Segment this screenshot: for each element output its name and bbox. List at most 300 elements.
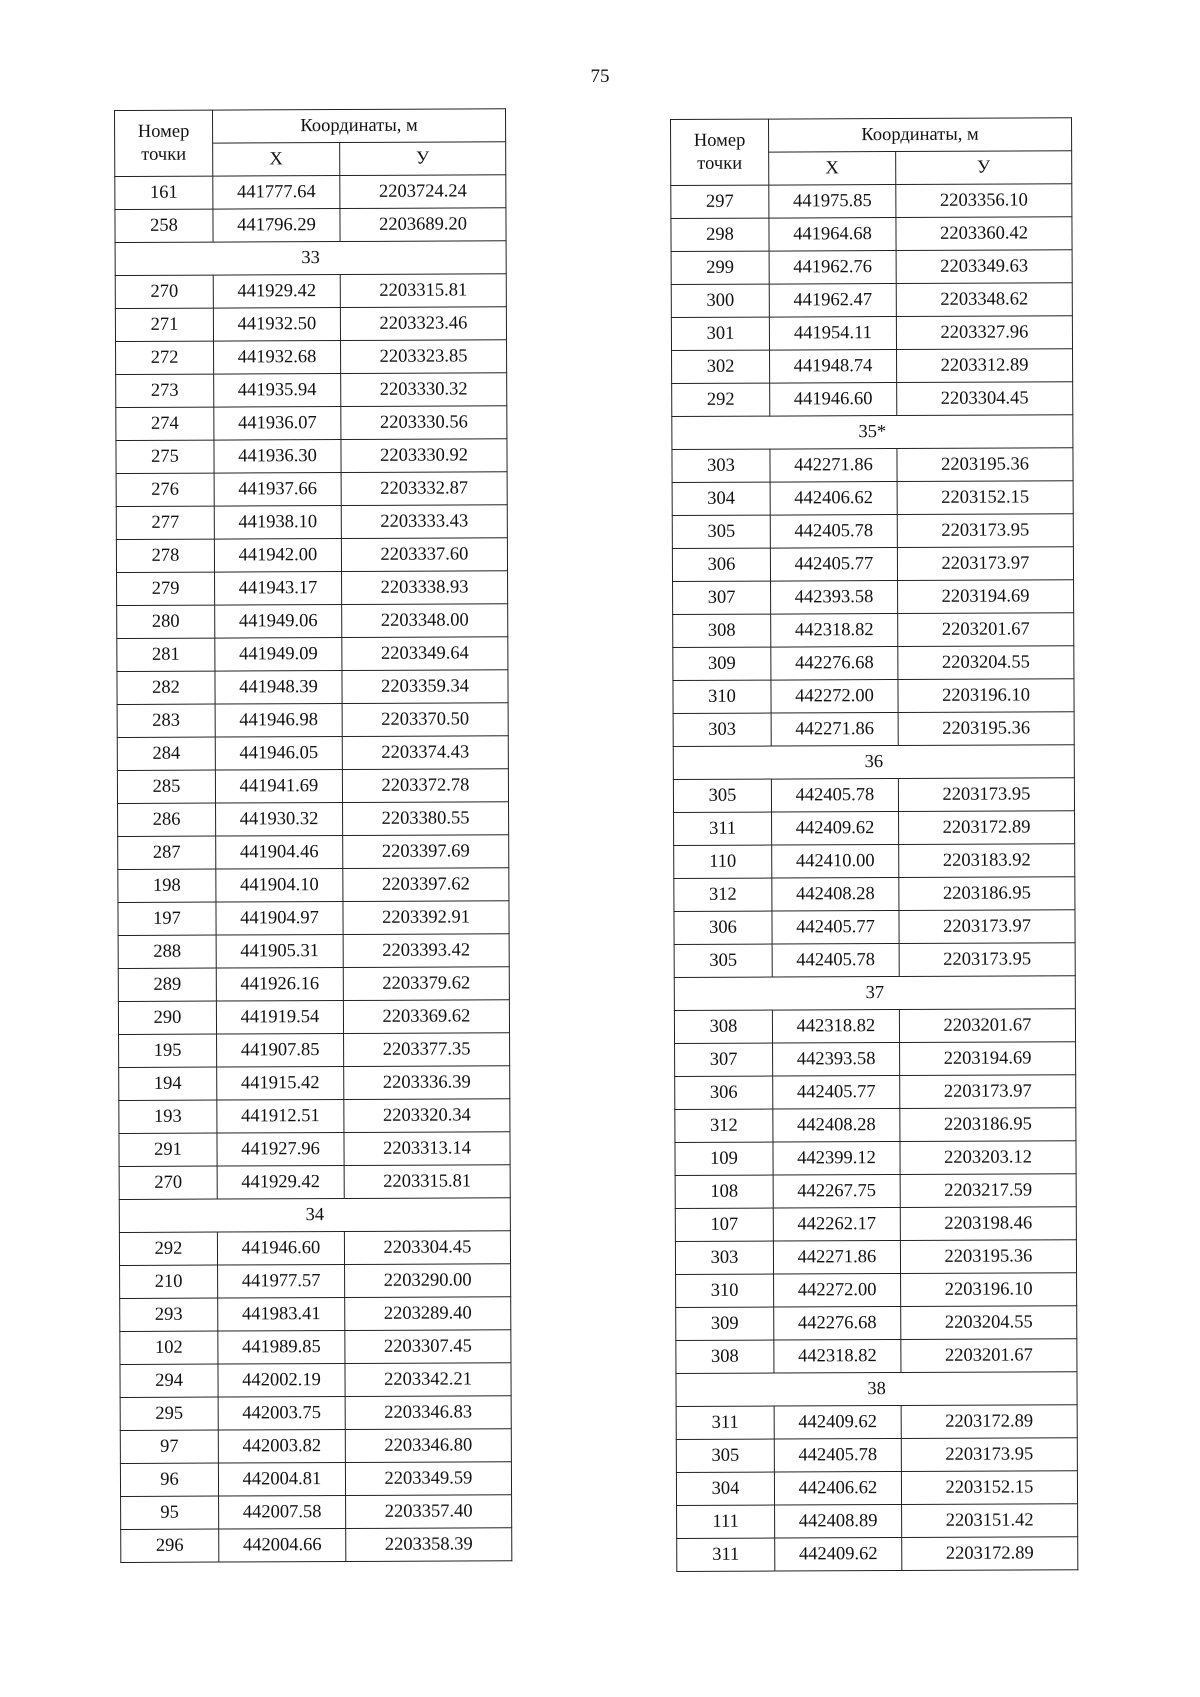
y-coordinate-cell: 2203348.62 — [896, 283, 1072, 317]
x-header: X — [213, 143, 340, 177]
y-coordinate-cell: 2203196.10 — [898, 679, 1074, 713]
point-number-cell: 194 — [119, 1067, 217, 1100]
x-coordinate-cell: 442393.58 — [771, 581, 898, 615]
y-coordinate-cell: 2203724.24 — [340, 175, 506, 209]
table-row — [674, 811, 1075, 846]
y-coordinate-cell: 2203330.92 — [341, 439, 507, 473]
x-coordinate-cell: 442271.86 — [771, 713, 898, 747]
x-coordinate-cell: 442405.78 — [774, 1439, 901, 1473]
point-number-cell: 198 — [118, 869, 216, 902]
section-row — [115, 241, 506, 276]
point-number-cell: 285 — [117, 770, 215, 803]
y-coordinate-cell: 2203359.34 — [342, 670, 508, 704]
table-row — [118, 934, 509, 969]
table-row — [674, 844, 1075, 879]
x-coordinate-cell: 441905.31 — [216, 935, 343, 969]
point-number-cell: 195 — [119, 1034, 217, 1067]
y-coordinate-cell: 2203195.36 — [898, 712, 1074, 746]
section-number: 36 — [673, 745, 1074, 780]
table-row — [118, 868, 509, 903]
point-number-cell: 291 — [119, 1133, 217, 1166]
y-coordinate-cell: 2203330.56 — [341, 406, 507, 440]
y-coordinate-cell: 2203336.39 — [344, 1066, 510, 1100]
table-row — [673, 778, 1074, 813]
point-number-cell: 287 — [118, 836, 216, 869]
point-number-header: Номер точки — [671, 119, 769, 185]
point-number-cell: 304 — [676, 1472, 774, 1505]
x-coordinate-cell: 442409.62 — [775, 1538, 902, 1572]
y-coordinate-cell: 2203194.69 — [898, 580, 1074, 614]
y-coordinate-cell: 2203379.62 — [343, 967, 509, 1001]
point-number-cell: 303 — [672, 449, 770, 482]
y-coordinate-cell: 2203380.55 — [343, 802, 509, 836]
point-number-cell: 276 — [116, 473, 214, 506]
x-coordinate-cell: 441948.74 — [770, 350, 897, 384]
x-coordinate-cell: 442002.19 — [218, 1364, 345, 1398]
x-coordinate-cell: 442004.81 — [218, 1463, 345, 1497]
point-number-cell: 96 — [120, 1463, 218, 1496]
table-row — [115, 175, 506, 210]
x-coordinate-cell: 442409.62 — [774, 1406, 901, 1440]
point-number-cell: 308 — [673, 614, 771, 647]
table-row — [118, 835, 509, 870]
x-coordinate-cell: 441915.42 — [217, 1067, 344, 1101]
y-coordinate-cell: 2203204.55 — [898, 646, 1074, 680]
table-row — [676, 1339, 1077, 1374]
y-coordinate-cell: 2203349.64 — [342, 637, 508, 671]
table-row — [119, 1099, 510, 1134]
x-coordinate-cell: 441938.10 — [214, 506, 341, 540]
table-row — [116, 340, 507, 375]
point-number-cell: 197 — [118, 902, 216, 935]
point-number-cell: 297 — [671, 185, 769, 218]
point-number-cell: 309 — [673, 647, 771, 680]
x-coordinate-cell: 442399.12 — [773, 1142, 900, 1176]
table-row — [117, 604, 508, 639]
x-coordinate-cell: 441929.42 — [213, 275, 340, 309]
x-coordinate-cell: 441904.10 — [216, 869, 343, 903]
y-coordinate-cell: 2203393.42 — [343, 934, 509, 968]
x-coordinate-cell: 441989.85 — [218, 1331, 345, 1365]
x-coordinate-cell: 441983.41 — [218, 1298, 345, 1332]
y-coordinate-cell: 2203357.40 — [346, 1495, 512, 1529]
y-coordinate-cell: 2203172.89 — [899, 811, 1075, 845]
y-coordinate-cell: 2203315.81 — [344, 1165, 510, 1199]
x-coordinate-cell: 441943.17 — [215, 572, 342, 606]
point-number-cell: 286 — [118, 803, 216, 836]
table-row — [672, 382, 1073, 417]
y-coordinate-cell: 2203195.36 — [900, 1240, 1076, 1274]
point-number-cell: 295 — [120, 1397, 218, 1430]
point-number-cell: 294 — [120, 1364, 218, 1397]
point-number-cell: 275 — [116, 440, 214, 473]
section-number: 33 — [115, 241, 506, 276]
table-row — [117, 769, 508, 804]
x-coordinate-cell: 441935.94 — [214, 374, 341, 408]
table-row — [672, 547, 1073, 582]
point-number-cell: 306 — [675, 1076, 773, 1109]
table-row — [121, 1495, 512, 1530]
table-row — [117, 637, 508, 672]
point-number-cell: 272 — [116, 341, 214, 374]
section-row — [673, 745, 1074, 780]
y-coordinate-cell: 2203203.12 — [900, 1141, 1076, 1175]
point-number-cell: 193 — [119, 1100, 217, 1133]
table-row — [672, 448, 1073, 483]
table-row — [118, 1000, 509, 1035]
table-row — [675, 1240, 1076, 1275]
y-coordinate-cell: 2203186.95 — [900, 1108, 1076, 1142]
y-coordinate-cell: 2203304.45 — [344, 1231, 510, 1265]
table-row — [676, 1273, 1077, 1308]
point-number-cell: 299 — [671, 251, 769, 284]
table-row — [120, 1330, 511, 1365]
x-coordinate-cell: 442405.78 — [772, 944, 899, 978]
x-coordinate-cell: 442276.68 — [771, 647, 898, 681]
table-row — [115, 307, 506, 342]
x-coordinate-cell: 442271.86 — [773, 1241, 900, 1275]
x-coordinate-cell: 441946.98 — [215, 704, 342, 738]
y-coordinate-cell: 2203198.46 — [900, 1207, 1076, 1241]
table-row — [675, 1174, 1076, 1209]
y-coordinate-cell: 2203323.85 — [341, 340, 507, 374]
x-coordinate-cell: 442405.77 — [773, 1076, 900, 1110]
y-coordinate-cell: 2203313.14 — [344, 1132, 510, 1166]
point-number-cell: 310 — [676, 1274, 774, 1307]
point-number-cell: 309 — [676, 1307, 774, 1340]
table-row — [120, 1297, 511, 1332]
point-number-cell: 306 — [674, 911, 772, 944]
x-coordinate-cell: 442408.89 — [775, 1505, 902, 1539]
point-number-cell: 307 — [673, 581, 771, 614]
table-row — [117, 571, 508, 606]
y-coordinate-cell: 2203356.10 — [896, 184, 1072, 218]
y-coordinate-cell: 2203201.67 — [899, 1009, 1075, 1043]
point-number-cell: 308 — [676, 1340, 774, 1373]
y-coordinate-cell: 2203338.93 — [342, 571, 508, 605]
point-number-cell: 304 — [672, 482, 770, 515]
table-row — [116, 439, 507, 474]
y-coordinate-cell: 2203217.59 — [900, 1174, 1076, 1208]
point-number-cell: 110 — [674, 845, 772, 878]
x-coordinate-cell: 441962.47 — [769, 284, 896, 318]
point-number-cell: 270 — [115, 275, 213, 308]
y-coordinate-cell: 2203152.15 — [901, 1471, 1077, 1505]
point-number-cell: 274 — [116, 407, 214, 440]
table-row — [675, 1141, 1076, 1176]
coordinates-header: Координаты, м — [769, 118, 1072, 152]
point-number-cell: 284 — [117, 737, 215, 770]
x-coordinate-cell: 441904.97 — [216, 902, 343, 936]
y-coordinate-cell: 2203348.00 — [342, 604, 508, 638]
y-coordinate-cell: 2203397.69 — [343, 835, 509, 869]
point-number-cell: 305 — [676, 1439, 774, 1472]
y-coordinate-cell: 2203315.81 — [340, 274, 506, 308]
point-number-cell: 109 — [675, 1142, 773, 1175]
point-number-header: Номер точки — [115, 110, 213, 176]
table-row — [673, 679, 1074, 714]
point-number-cell: 307 — [675, 1043, 773, 1076]
table-row — [119, 1066, 510, 1101]
point-number-cell: 283 — [117, 704, 215, 737]
x-coordinate-cell: 442405.77 — [770, 548, 897, 582]
y-coordinate-cell: 2203307.45 — [345, 1330, 511, 1364]
x-coordinate-cell: 441904.46 — [216, 836, 343, 870]
y-header: У — [896, 151, 1072, 185]
table-row — [676, 1405, 1077, 1440]
table-row — [674, 910, 1075, 945]
point-number-cell: 312 — [675, 1109, 773, 1142]
y-coordinate-cell: 2203689.20 — [340, 208, 506, 242]
x-coordinate-cell: 442271.86 — [770, 449, 897, 483]
x-coordinate-cell: 441927.96 — [217, 1133, 344, 1167]
point-number-cell: 111 — [677, 1505, 775, 1538]
x-coordinate-cell: 441975.85 — [769, 185, 896, 219]
y-coordinate-cell: 2203333.43 — [341, 505, 507, 539]
table-row — [676, 1306, 1077, 1341]
point-number-cell: 292 — [672, 383, 770, 416]
y-coordinate-cell: 2203289.40 — [345, 1297, 511, 1331]
point-number-cell: 108 — [675, 1175, 773, 1208]
x-coordinate-cell: 442408.28 — [773, 1109, 900, 1143]
table-row — [671, 217, 1072, 252]
coordinates-header: Координаты, м — [213, 109, 506, 143]
x-coordinate-cell: 442272.00 — [774, 1274, 901, 1308]
y-coordinate-cell: 2203342.21 — [345, 1363, 511, 1397]
x-coordinate-cell: 441946.60 — [217, 1232, 344, 1266]
y-coordinate-cell: 2203374.43 — [342, 736, 508, 770]
y-coordinate-cell: 2203173.97 — [899, 910, 1075, 944]
y-header: У — [340, 142, 506, 176]
x-coordinate-cell: 442003.75 — [218, 1397, 345, 1431]
x-coordinate-cell: 441962.76 — [769, 251, 896, 285]
x-coordinate-cell: 441949.06 — [215, 605, 342, 639]
y-coordinate-cell: 2203369.62 — [343, 1000, 509, 1034]
point-number-cell: 95 — [121, 1496, 219, 1529]
point-number-cell: 292 — [119, 1232, 217, 1265]
section-row — [676, 1372, 1077, 1407]
point-number-cell: 296 — [121, 1529, 219, 1562]
table-row — [115, 208, 506, 243]
y-coordinate-cell: 2203186.95 — [899, 877, 1075, 911]
y-coordinate-cell: 2203377.35 — [344, 1033, 510, 1067]
x-coordinate-cell: 442409.62 — [772, 812, 899, 846]
point-number-cell: 293 — [120, 1298, 218, 1331]
point-number-cell: 161 — [115, 176, 213, 209]
table-row — [117, 703, 508, 738]
table-row — [119, 1132, 510, 1167]
section-row — [119, 1198, 510, 1233]
y-coordinate-cell: 2203204.55 — [901, 1306, 1077, 1340]
x-coordinate-cell: 441937.66 — [214, 473, 341, 507]
table-row — [118, 967, 509, 1002]
table-row — [116, 505, 507, 540]
table-row — [672, 481, 1073, 516]
x-coordinate-cell: 441929.42 — [217, 1166, 344, 1200]
y-coordinate-cell: 2203173.95 — [898, 778, 1074, 812]
y-coordinate-cell: 2203172.89 — [901, 1405, 1077, 1439]
section-number: 35* — [672, 415, 1073, 450]
point-number-cell: 305 — [674, 944, 772, 977]
section-number: 37 — [674, 976, 1075, 1011]
y-coordinate-cell: 2203346.83 — [345, 1396, 511, 1430]
table-row — [676, 1438, 1077, 1473]
x-coordinate-cell: 442276.68 — [774, 1307, 901, 1341]
point-number-cell: 279 — [117, 572, 215, 605]
point-number-cell: 303 — [673, 713, 771, 746]
x-coordinate-cell: 441912.51 — [217, 1100, 344, 1134]
point-number-cell: 306 — [672, 548, 770, 581]
x-coordinate-cell: 441948.39 — [215, 671, 342, 705]
section-row — [674, 976, 1075, 1011]
table-row — [116, 472, 507, 507]
x-coordinate-cell: 442318.82 — [772, 1010, 899, 1044]
point-number-cell: 311 — [677, 1538, 775, 1571]
point-number-cell: 281 — [117, 638, 215, 671]
table-row — [675, 1108, 1076, 1143]
x-coordinate-cell: 442318.82 — [771, 614, 898, 648]
y-coordinate-cell: 2203173.95 — [899, 943, 1075, 977]
table-row — [673, 712, 1074, 747]
table-row — [121, 1528, 512, 1563]
x-coordinate-cell: 442318.82 — [774, 1340, 901, 1374]
y-coordinate-cell: 2203337.60 — [341, 538, 507, 572]
x-coordinate-cell: 442272.00 — [771, 680, 898, 714]
table-row — [116, 406, 507, 441]
table-row — [675, 1042, 1076, 1077]
table-body-right — [671, 184, 1078, 1572]
y-coordinate-cell: 2203201.67 — [898, 613, 1074, 647]
x-coordinate-cell: 441942.00 — [214, 539, 341, 573]
point-number-cell: 311 — [676, 1406, 774, 1439]
table-row — [672, 514, 1073, 549]
table-row — [119, 1033, 510, 1068]
y-coordinate-cell: 2203172.89 — [902, 1537, 1078, 1571]
table-row — [120, 1429, 511, 1464]
table-row — [671, 250, 1072, 285]
y-coordinate-cell: 2203312.89 — [897, 349, 1073, 383]
point-number-cell: 289 — [118, 968, 216, 1001]
x-coordinate-cell: 442406.62 — [774, 1472, 901, 1506]
table-row — [671, 316, 1072, 351]
table-row — [673, 613, 1074, 648]
point-number-cell: 302 — [672, 350, 770, 383]
y-coordinate-cell: 2203397.62 — [343, 868, 509, 902]
y-coordinate-cell: 2203195.36 — [897, 448, 1073, 482]
point-number-cell: 301 — [671, 317, 769, 350]
table-row — [671, 283, 1072, 318]
x-coordinate-cell: 442267.75 — [773, 1175, 900, 1209]
x-coordinate-cell: 442406.62 — [770, 482, 897, 516]
point-number-cell: 288 — [118, 935, 216, 968]
table-row — [118, 901, 509, 936]
table-row — [675, 1207, 1076, 1242]
x-coordinate-cell: 442405.77 — [772, 911, 899, 945]
section-number: 38 — [676, 1372, 1077, 1407]
point-number-cell: 102 — [120, 1331, 218, 1364]
table-row — [674, 1009, 1075, 1044]
x-coordinate-cell: 441907.85 — [217, 1034, 344, 1068]
x-coordinate-cell: 442410.00 — [772, 845, 899, 879]
y-coordinate-cell: 2203372.78 — [342, 769, 508, 803]
y-coordinate-cell: 2203370.50 — [342, 703, 508, 737]
table-row — [677, 1537, 1078, 1572]
table-row — [671, 184, 1072, 219]
y-coordinate-cell: 2203173.95 — [901, 1438, 1077, 1472]
table-row — [120, 1396, 511, 1431]
point-number-cell: 312 — [674, 878, 772, 911]
x-coordinate-cell: 442405.78 — [771, 779, 898, 813]
table-row — [118, 802, 509, 837]
table-row — [674, 943, 1075, 978]
x-coordinate-cell: 441936.07 — [214, 407, 341, 441]
point-number-cell: 280 — [117, 605, 215, 638]
table-row — [116, 538, 507, 573]
point-number-cell: 273 — [116, 374, 214, 407]
x-coordinate-cell: 442004.66 — [219, 1529, 346, 1563]
y-coordinate-cell: 2203196.10 — [901, 1273, 1077, 1307]
table-row — [673, 580, 1074, 615]
table-row — [120, 1363, 511, 1398]
y-coordinate-cell: 2203349.59 — [345, 1462, 511, 1496]
x-coordinate-cell: 441946.05 — [215, 737, 342, 771]
point-number-cell: 311 — [674, 812, 772, 845]
x-coordinate-cell: 442262.17 — [773, 1208, 900, 1242]
x-coordinate-cell: 441949.09 — [215, 638, 342, 672]
point-number-cell: 97 — [120, 1430, 218, 1463]
point-number-cell: 258 — [115, 209, 213, 242]
x-coordinate-cell: 441941.69 — [215, 770, 342, 804]
point-number-cell: 277 — [116, 506, 214, 539]
x-coordinate-cell: 441932.68 — [214, 341, 341, 375]
table-row — [674, 877, 1075, 912]
y-coordinate-cell: 2203152.15 — [897, 481, 1073, 515]
y-coordinate-cell: 2203332.87 — [341, 472, 507, 506]
table-row — [675, 1075, 1076, 1110]
point-number-cell: 305 — [673, 779, 771, 812]
y-coordinate-cell: 2203290.00 — [345, 1264, 511, 1298]
table-row — [673, 646, 1074, 681]
x-coordinate-cell: 441964.68 — [769, 218, 896, 252]
x-coordinate-cell: 441932.50 — [213, 308, 340, 342]
y-coordinate-cell: 2203360.42 — [896, 217, 1072, 251]
table-row — [115, 274, 506, 309]
table-row — [117, 736, 508, 771]
table-row — [116, 373, 507, 408]
y-coordinate-cell: 2203346.80 — [345, 1429, 511, 1463]
table-row — [677, 1504, 1078, 1539]
y-coordinate-cell: 2203173.95 — [897, 514, 1073, 548]
x-coordinate-cell: 441954.11 — [769, 317, 896, 351]
x-coordinate-cell: 442393.58 — [773, 1043, 900, 1077]
point-number-cell: 271 — [115, 308, 213, 341]
y-coordinate-cell: 2203392.91 — [343, 901, 509, 935]
table-row — [676, 1471, 1077, 1506]
table-row — [117, 670, 508, 705]
table-row — [120, 1462, 511, 1497]
point-number-cell: 310 — [673, 680, 771, 713]
x-coordinate-cell: 441919.54 — [216, 1001, 343, 1035]
table-row — [119, 1231, 510, 1266]
section-row — [672, 415, 1073, 450]
x-coordinate-cell: 442405.78 — [770, 515, 897, 549]
y-coordinate-cell: 2203320.34 — [344, 1099, 510, 1133]
point-number-cell: 303 — [675, 1241, 773, 1274]
point-number-cell: 300 — [671, 284, 769, 317]
table-row — [672, 349, 1073, 384]
table-body-left — [115, 175, 512, 1563]
point-number-cell: 107 — [675, 1208, 773, 1241]
